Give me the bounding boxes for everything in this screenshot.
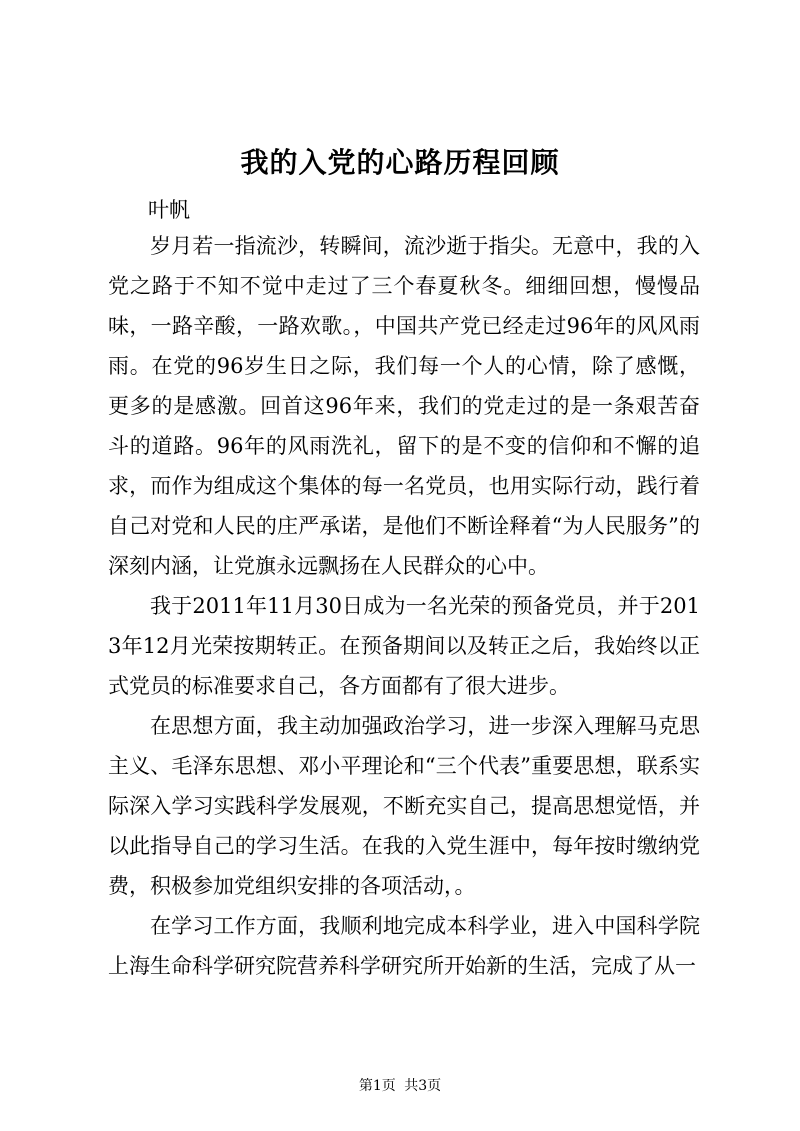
page-total: 共3页 (404, 1078, 442, 1094)
document-title: 我的入党的心路历程回顾 (240, 146, 560, 179)
paragraph-2: 我于2011年11月30日成为一名光荣的预备党员，并于2013年12月光荣按期转正。在预备期间以及转正之后，我始终以正式党员的标准要求自己，各方面都有了很大进步。 (108, 594, 700, 698)
paragraph-3: 在思想方面，我主动加强政治学习，进一步深入理解马克思主义、毛泽东思想、邓小平理论和“三个代表”重要思想，联系实际深入学习实践科学发展观，不断充实自己，提高思想觉悟，并以此指导自己的学习生活。在我的入党生涯中，每年按时缴纳党费，积极参加党组织安排的各项活动，。 (108, 714, 700, 898)
page-number: 第1页 (358, 1078, 396, 1094)
document-body (108, 226, 700, 986)
paragraph-4: 在学习工作方面，我顺利地完成本科学业，进入中国科学院上海生命科学研究院营养科学研究所开始新的生活，完成了从一 (108, 914, 700, 978)
author-name: 叶帆 (148, 198, 190, 222)
page-footer (0, 1076, 800, 1096)
paragraph-1: 岁月若一指流沙，转瞬间，流沙逝于指尖。无意中，我的入党之路于不知不觉中走过了三个春夏秋冬。细细回想，慢慢品味，一路辛酸，一路欢歌。，中国共产党已经走过96年的风风雨雨。在党的96岁生日之际，我们每一个人的心情，除了感慨，更多的是感激。回首这96年来，我们的党走过的是一条艰苦奋斗的道路。96年的风雨洗礼，留下的是不变的信仰和不懈的追求，而作为组成这个集体的每一名党员，也用实际行动，践行着自己对党和人民的庄严承诺，是他们不断诠释着“为人民服务”的深刻内涵，让党旗永远飘扬在人民群众的心中。 (108, 234, 700, 578)
